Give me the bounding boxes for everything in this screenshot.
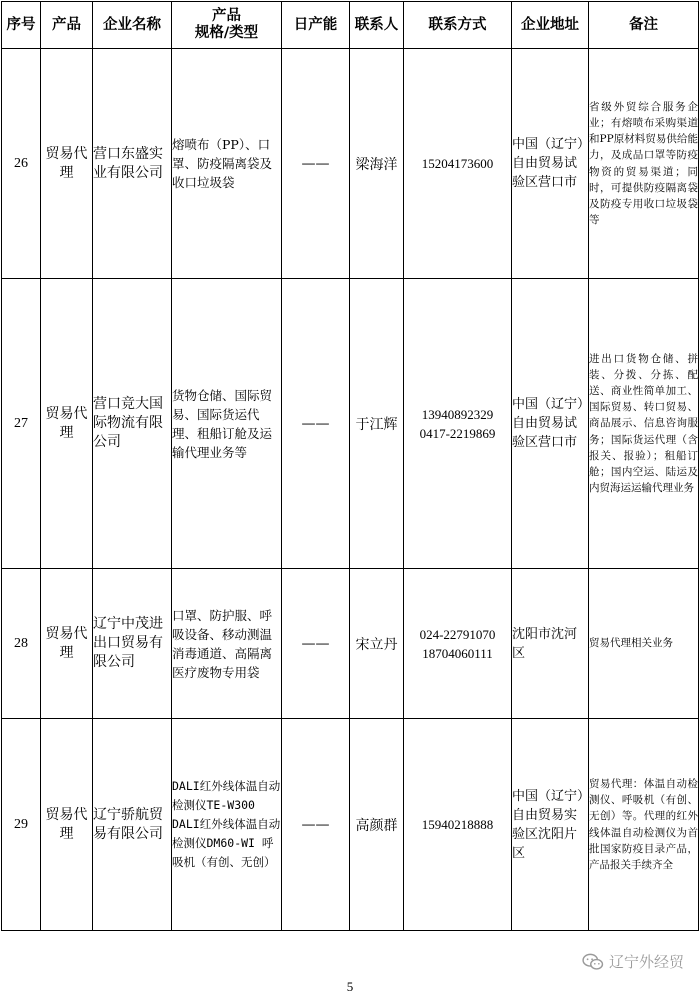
row-company: 营口竞大国际物流有限公司	[93, 279, 172, 569]
row-phone-2: 18704060111	[422, 645, 493, 661]
row-company: 辽宁骄航贸易有限公司	[93, 719, 172, 931]
row-phone	[404, 49, 512, 279]
row-phone	[404, 719, 512, 931]
row-spec: 口罩、防护服、呼吸设备、移动测温消毒通道、高隔离医疗废物专用袋	[172, 569, 282, 719]
row-phone-1: 13940892329	[421, 406, 494, 422]
row-spec: 熔喷布（PP）、口罩、防疫隔离袋及收口垃圾袋	[172, 49, 282, 279]
header-product: 产品	[41, 2, 93, 49]
row-index: 29	[2, 719, 41, 931]
row-address: 中国（辽宁）自由贸易试验区营口市	[512, 279, 589, 569]
row-contact: 高颜群	[350, 719, 404, 931]
header-spec	[172, 2, 282, 49]
header-spec-line1: 产品	[212, 8, 241, 24]
row-phone-1: 024-22791070	[419, 626, 496, 642]
row-phone	[404, 569, 512, 719]
row-contact: 梁海洋	[350, 49, 404, 279]
row-product: 贸易代理	[41, 49, 93, 279]
header-address: 企业地址	[512, 2, 589, 49]
row-contact: 宋立丹	[350, 569, 404, 719]
row-notes: 贸易代理相关业务	[589, 569, 699, 719]
row-index: 27	[2, 279, 41, 569]
header-contact: 联系人	[350, 2, 404, 49]
row-company: 辽宁中茂进出口贸易有限公司	[93, 569, 172, 719]
page-number: 5	[346, 979, 354, 994]
row-address: 沈阳市沈河区	[512, 569, 589, 719]
table-row	[2, 279, 699, 569]
row-spec: 货物仓储、国际贸易、国际货运代理、租船订舱及运输代理业务等	[172, 279, 282, 569]
row-product: 贸易代理	[41, 569, 93, 719]
watermark	[582, 951, 684, 972]
table-row	[2, 569, 699, 719]
row-product: 贸易代理	[41, 279, 93, 569]
table-row	[2, 49, 699, 279]
row-index: 26	[2, 49, 41, 279]
header-daily-capacity: 日产能	[282, 2, 350, 49]
row-contact: 于江辉	[350, 279, 404, 569]
row-notes: 进出口货物仓储、拼装、分拨、分拣、配送、商业性简单加工、国际贸易、转口贸易、商品展示、信息咨询服务；国际货运代理（含报关、报验）；租船订舱；国内空运、陆运及内贸海运运输代理业务	[589, 279, 699, 569]
row-index: 28	[2, 569, 41, 719]
header-row	[2, 2, 699, 49]
row-address: 中国（辽宁）自由贸易试验区营口市	[512, 49, 589, 279]
row-phone-2: 0417-2219869	[419, 425, 496, 441]
row-phone-1: 15204173600	[421, 156, 494, 171]
header-index: 序号	[2, 2, 41, 49]
header-spec-line2: 规格/类型	[194, 25, 259, 41]
row-daily-capacity: ——	[282, 279, 350, 569]
row-spec: DALI红外线体温自动检测仪TE-W300 DALI红外线体温自动检测仪DM60-WI 呼吸机（有创、无创）	[172, 719, 282, 931]
row-address: 中国（辽宁）自由贸易实验区沈阳片区	[512, 719, 589, 931]
header-phone: 联系方式	[404, 2, 512, 49]
enterprise-table	[1, 1, 699, 931]
row-notes: 贸易代理：体温自动检测仪、呼吸机（有创、无创）等。代理的红外线体温自动检测仪为首批国家防疫目录产品，产品报关手续齐全	[589, 719, 699, 931]
row-phone-1: 15940218888	[421, 817, 494, 832]
row-company: 营口东盛实业有限公司	[93, 49, 172, 279]
watermark-text: 辽宁外经贸	[608, 953, 684, 971]
row-daily-capacity: ——	[282, 719, 350, 931]
row-product: 贸易代理	[41, 719, 93, 931]
row-daily-capacity: ——	[282, 49, 350, 279]
table-row	[2, 719, 699, 931]
header-notes: 备注	[589, 2, 699, 49]
row-notes: 省级外贸综合服务企业；有熔喷布采购渠道和PP原材料贸易供给能力，及成品口罩等防疫物资的贸易渠道；同时，可提供防疫隔离袋及防疫专用收口垃圾袋等	[589, 49, 699, 279]
wechat-icon	[582, 953, 604, 971]
row-phone	[404, 279, 512, 569]
row-daily-capacity: ——	[282, 569, 350, 719]
header-company: 企业名称	[93, 2, 172, 49]
